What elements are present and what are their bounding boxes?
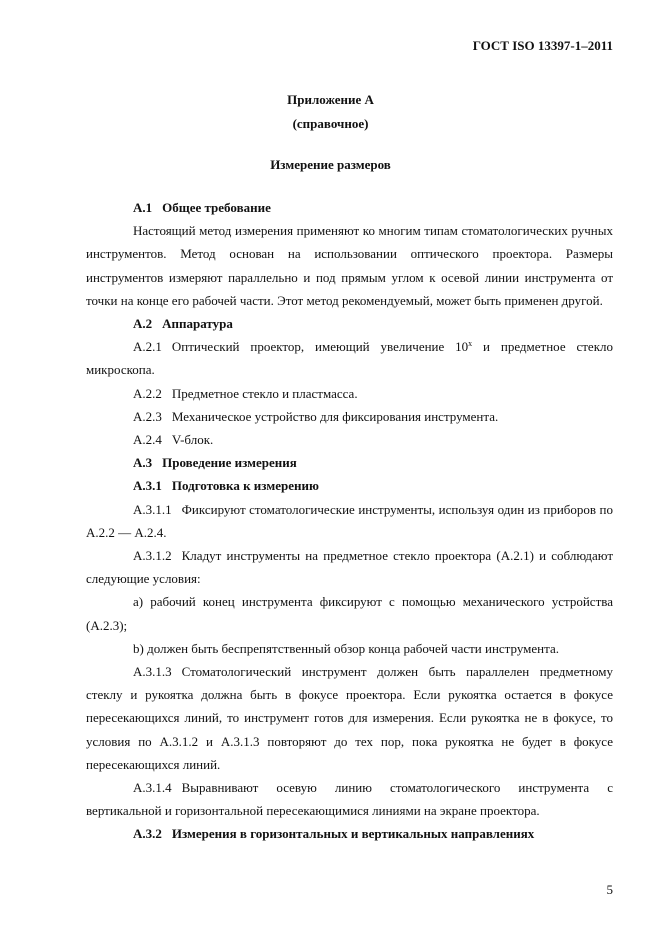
page-number: 5 xyxy=(606,882,613,897)
paragraph-a2-3: А.2.3 Механическое устройство для фиксирования инструмента. xyxy=(133,408,499,424)
paragraph-a3-1-1: А.3.1.1 Фиксируют стоматологические инструменты, используя один из приборов по А.2.2 — А.2.4. xyxy=(86,501,613,540)
paragraph-a3-1-3: А.3.1.3 Стоматологический инструмент должен быть параллелен предметному стеклу и рукоятка должна быть в фокусе проектора. Если рукоятка остается в фокусе пересекающихся линий, то инструмент готов для измерения. Если рукоятка не в фокусе, то условия по А.3.1.2 и А.3.1.3 повторяют до тех пор, пока рукоятка не будет в фокусе пересекающихся линий. xyxy=(86,664,613,772)
paragraph-a1: Настоящий метод измерения применяют ко многим типам стоматологических ручных инструментов. Метод основан на использовании оптического проектора. Размеры инструментов измеряют параллельно и под прямым углом к осевой линии инструмента от точки на конце его рабочей части. Этот метод рекомендуемый, может быть применен другой. xyxy=(86,223,613,308)
condition-b: b) должен быть беспрепятственный обзор конца рабочей части инструмента. xyxy=(133,640,559,656)
standard-designation: ГОСТ ISO 13397-1–2011 xyxy=(472,38,613,53)
paragraph-a2-4: А.2.4 V-блок. xyxy=(133,432,214,448)
paragraph-a2-2: А.2.2 Предметное стекло и пластмасса. xyxy=(133,385,358,401)
paragraph-a3-1-4: А.3.1.4 Выравнивают осевую линию стоматологического инструмента с вертикальной и горизонтальной пересекающимися линиями на экране проектора. xyxy=(86,780,613,819)
magnification-superscript: x xyxy=(468,339,473,349)
subsection-heading-a3-2: А.3.2 Измерения в горизонтальных и вертикальных направлениях xyxy=(133,826,535,842)
paragraph-a3-1-2: А.3.1.2 Кладут инструменты на предметное стекло проектора (А.2.1) и соблюдают следующие условия: xyxy=(86,548,613,587)
section-heading-a3: А.3 Проведение измерения xyxy=(133,455,297,471)
annex-subtitle: (справочное) xyxy=(292,116,369,131)
subsection-heading-a3-1: А.3.1 Подготовка к измерению xyxy=(133,478,319,494)
section-heading-a1: А.1 Общее требование xyxy=(133,200,271,215)
paragraph-a2-1: А.2.1 Оптический проектор, имеющий увеличение 10$^x$ и предметное стекло микроскопа. xyxy=(86,339,613,378)
annex-title: Приложение А xyxy=(287,92,374,107)
annex-heading: Измерение размеров xyxy=(270,157,391,172)
condition-a: а) рабочий конец инструмента фиксируют с помощью механического устройства (А.2.3); xyxy=(86,594,613,633)
annex-body xyxy=(86,196,613,846)
section-heading-a2: А.2 Аппаратура xyxy=(133,316,233,332)
